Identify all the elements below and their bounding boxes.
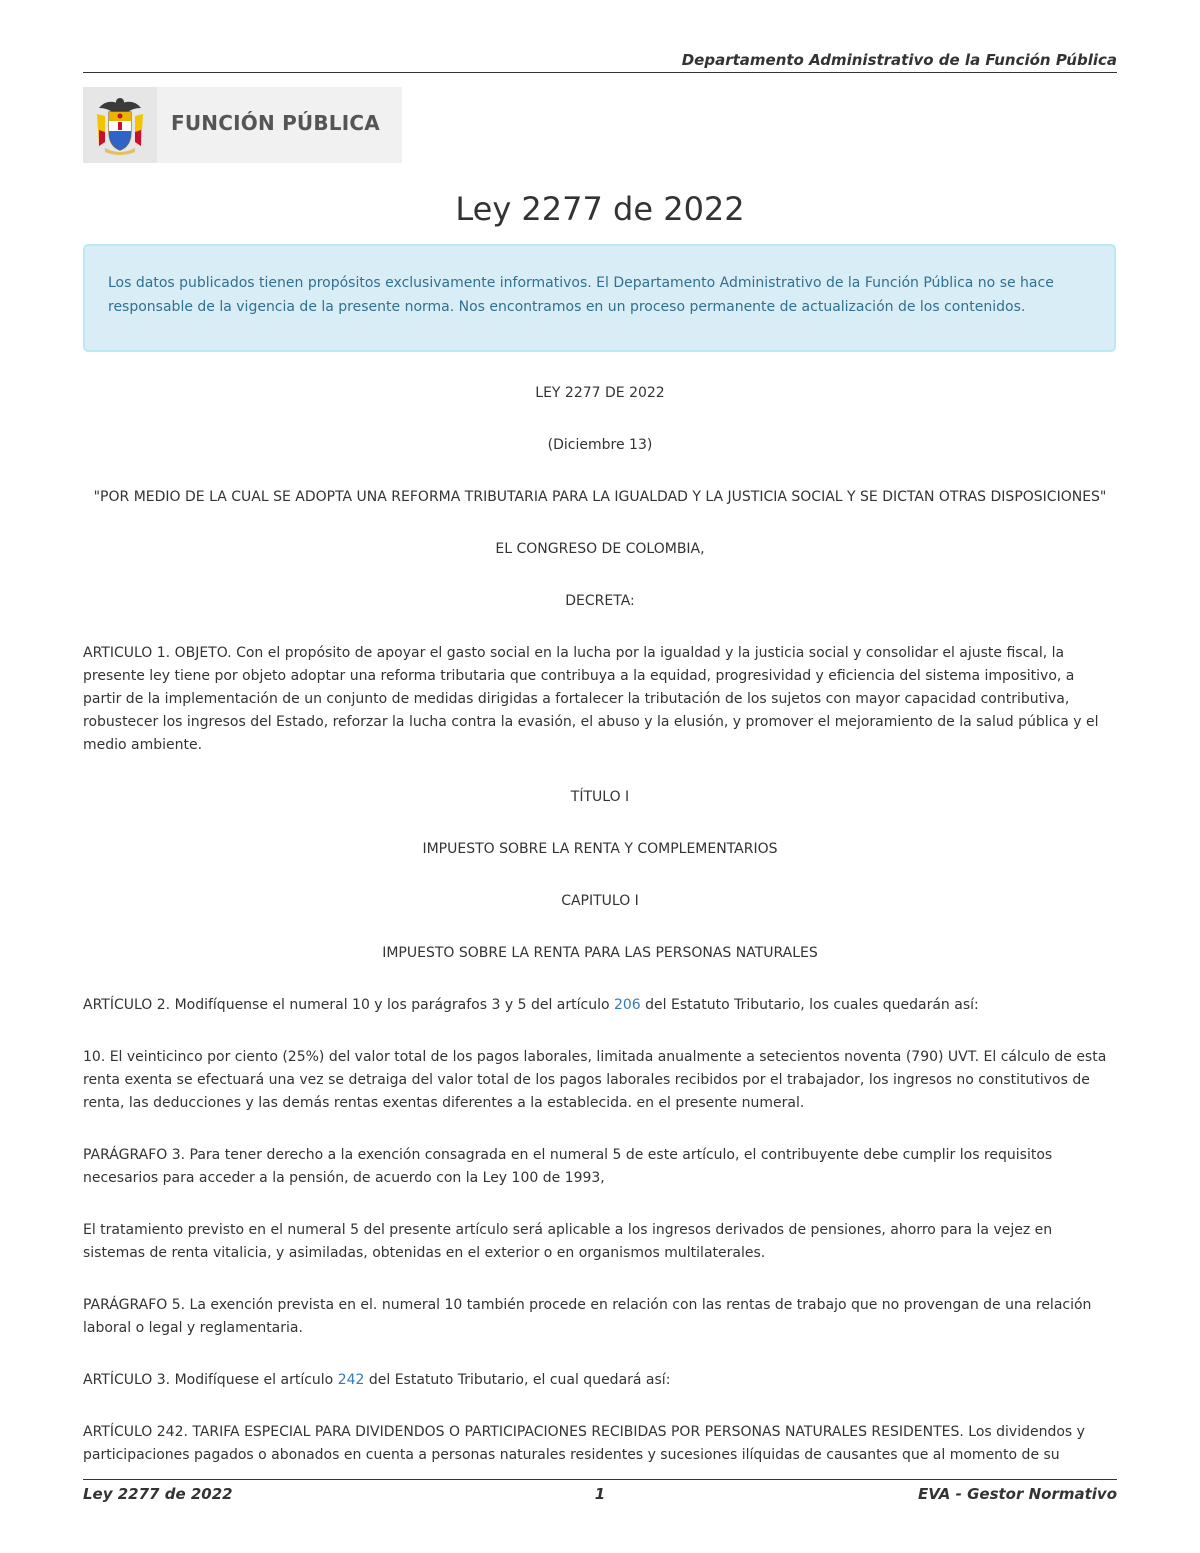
page-footer <box>83 1479 1117 1504</box>
article-3-text-post: del Estatuto Tributario, el cual quedará así: <box>364 1372 671 1388</box>
footer-page-number: 1 <box>594 1485 606 1503</box>
page-header <box>83 50 1117 73</box>
footer-system-name: EVA - Gestor Normativo <box>917 1485 1117 1503</box>
article-1: ARTICULO 1. OBJETO. Con el propósito de apoyar el gasto social en la lucha por la igualdad y la justicia social y consolidar el ajuste fiscal, la presente ley tiene por objeto adoptar una reforma tributaria que contribuya a la equidad, progresividad y eficiencia del sistema impositivo, a partir de la implementación de un conjunto de medidas dirigidas a fortalecer la tributación de los sujetos con mayor capacidad contributiva, robustecer los ingresos del Estado, reforzar la lucha contra la evasión, el abuso y la elusión, y promover el mejoramiento de la salud pública y el medio ambiente. <box>83 645 1099 753</box>
disclaimer-notice <box>83 244 1116 352</box>
numeral-10: 10. El veinticinco por ciento (25%) del valor total de los pagos laborales, limitada anualmente a setecientos noventa (790) UVT. El cálculo de esta renta exenta se efectuará una vez se detraiga del valor total de los pagos laborales recibidos por el trabajador, los ingresos no constitutivos de renta, las deducciones y las demás rentas exentas diferentes a la establecida. en el presente numeral. <box>83 1049 1107 1111</box>
article-242-link[interactable]: 242 <box>337 1372 365 1388</box>
title-heading: TÍTULO I <box>570 789 630 805</box>
article-3 <box>83 1369 1117 1392</box>
article-2-text-post: del Estatuto Tributario, los cuales quedarán así: <box>640 997 979 1013</box>
law-subject: "POR MEDIO DE LA CUAL SE ADOPTA UNA REFORMA TRIBUTARIA PARA LA IGUALDAD Y LA JUSTICIA SOCIAL Y SE DICTAN OTRAS DISPOSICIONES" <box>93 489 1107 505</box>
article-2 <box>83 994 1117 1017</box>
article-242: ARTÍCULO 242. TARIFA ESPECIAL PARA DIVIDENDOS O PARTICIPACIONES RECIBIDAS POR PERSONAS NATURALES RESIDENTES. Los dividendos y participaciones pagados o abonados en cuenta a personas naturales residentes y sucesiones ilíquidas de causantes que al momento de su <box>83 1424 1085 1463</box>
paragraph-5: PARÁGRAFO 5. La exención prevista en el. numeral 10 también procede en relación con las rentas de trabajo que no provengan de una relación laboral o legal y reglamentaria. <box>83 1297 1092 1336</box>
notice-text: Los datos publicados tienen propósitos exclusivamente informativos. El Departamento Administrativo de la Función Pública no se hace responsable de la vigencia de la presente norma. Nos encontramos en un proceso permanente de actualización de los contenidos. <box>108 275 1054 315</box>
footer-law-name: Ley 2277 de 2022 <box>83 1485 233 1503</box>
logo <box>83 87 402 163</box>
title-name: IMPUESTO SOBRE LA RENTA Y COMPLEMENTARIOS <box>422 841 778 857</box>
law-heading: LEY 2277 DE 2022 <box>535 385 665 401</box>
law-date: (Diciembre 13) <box>547 437 653 453</box>
decreta-line: DECRETA: <box>565 593 635 609</box>
article-2-text-pre: ARTÍCULO 2. Modifíquense el numeral 10 y los parágrafos 3 y 5 del artículo <box>83 997 614 1013</box>
chapter-name: IMPUESTO SOBRE LA RENTA PARA LAS PERSONAS NATURALES <box>382 945 818 961</box>
document-title: Ley 2277 de 2022 <box>455 190 745 228</box>
coat-of-arms-icon <box>83 87 157 163</box>
article-206-link[interactable]: 206 <box>613 997 641 1013</box>
header-org-name: Departamento Administrativo de la Función Pública <box>681 51 1117 69</box>
paragraph-3: PARÁGRAFO 3. Para tener derecho a la exención consagrada en el numeral 5 de este artículo, el contribuyente debe cumplir los requisitos necesarios para acceder a la pensión, de acuerdo con la Ley 100 de 1993, <box>83 1147 1053 1186</box>
chapter-heading: CAPITULO I <box>561 893 639 909</box>
law-content <box>83 382 1117 1496</box>
logo-text: FUNCIÓN PÚBLICA <box>171 111 380 135</box>
congress-line: EL CONGRESO DE COLOMBIA, <box>495 541 705 557</box>
paragraph-3-continued: El tratamiento previsto en el numeral 5 del presente artículo será aplicable a los ingresos derivados de pensiones, ahorro para la vejez en sistemas de renta vitalicia, y asimiladas, obtenidas en el exterior o en organismos multilaterales. <box>83 1222 1053 1261</box>
article-3-text-pre: ARTÍCULO 3. Modifíquese el artículo <box>83 1372 338 1388</box>
